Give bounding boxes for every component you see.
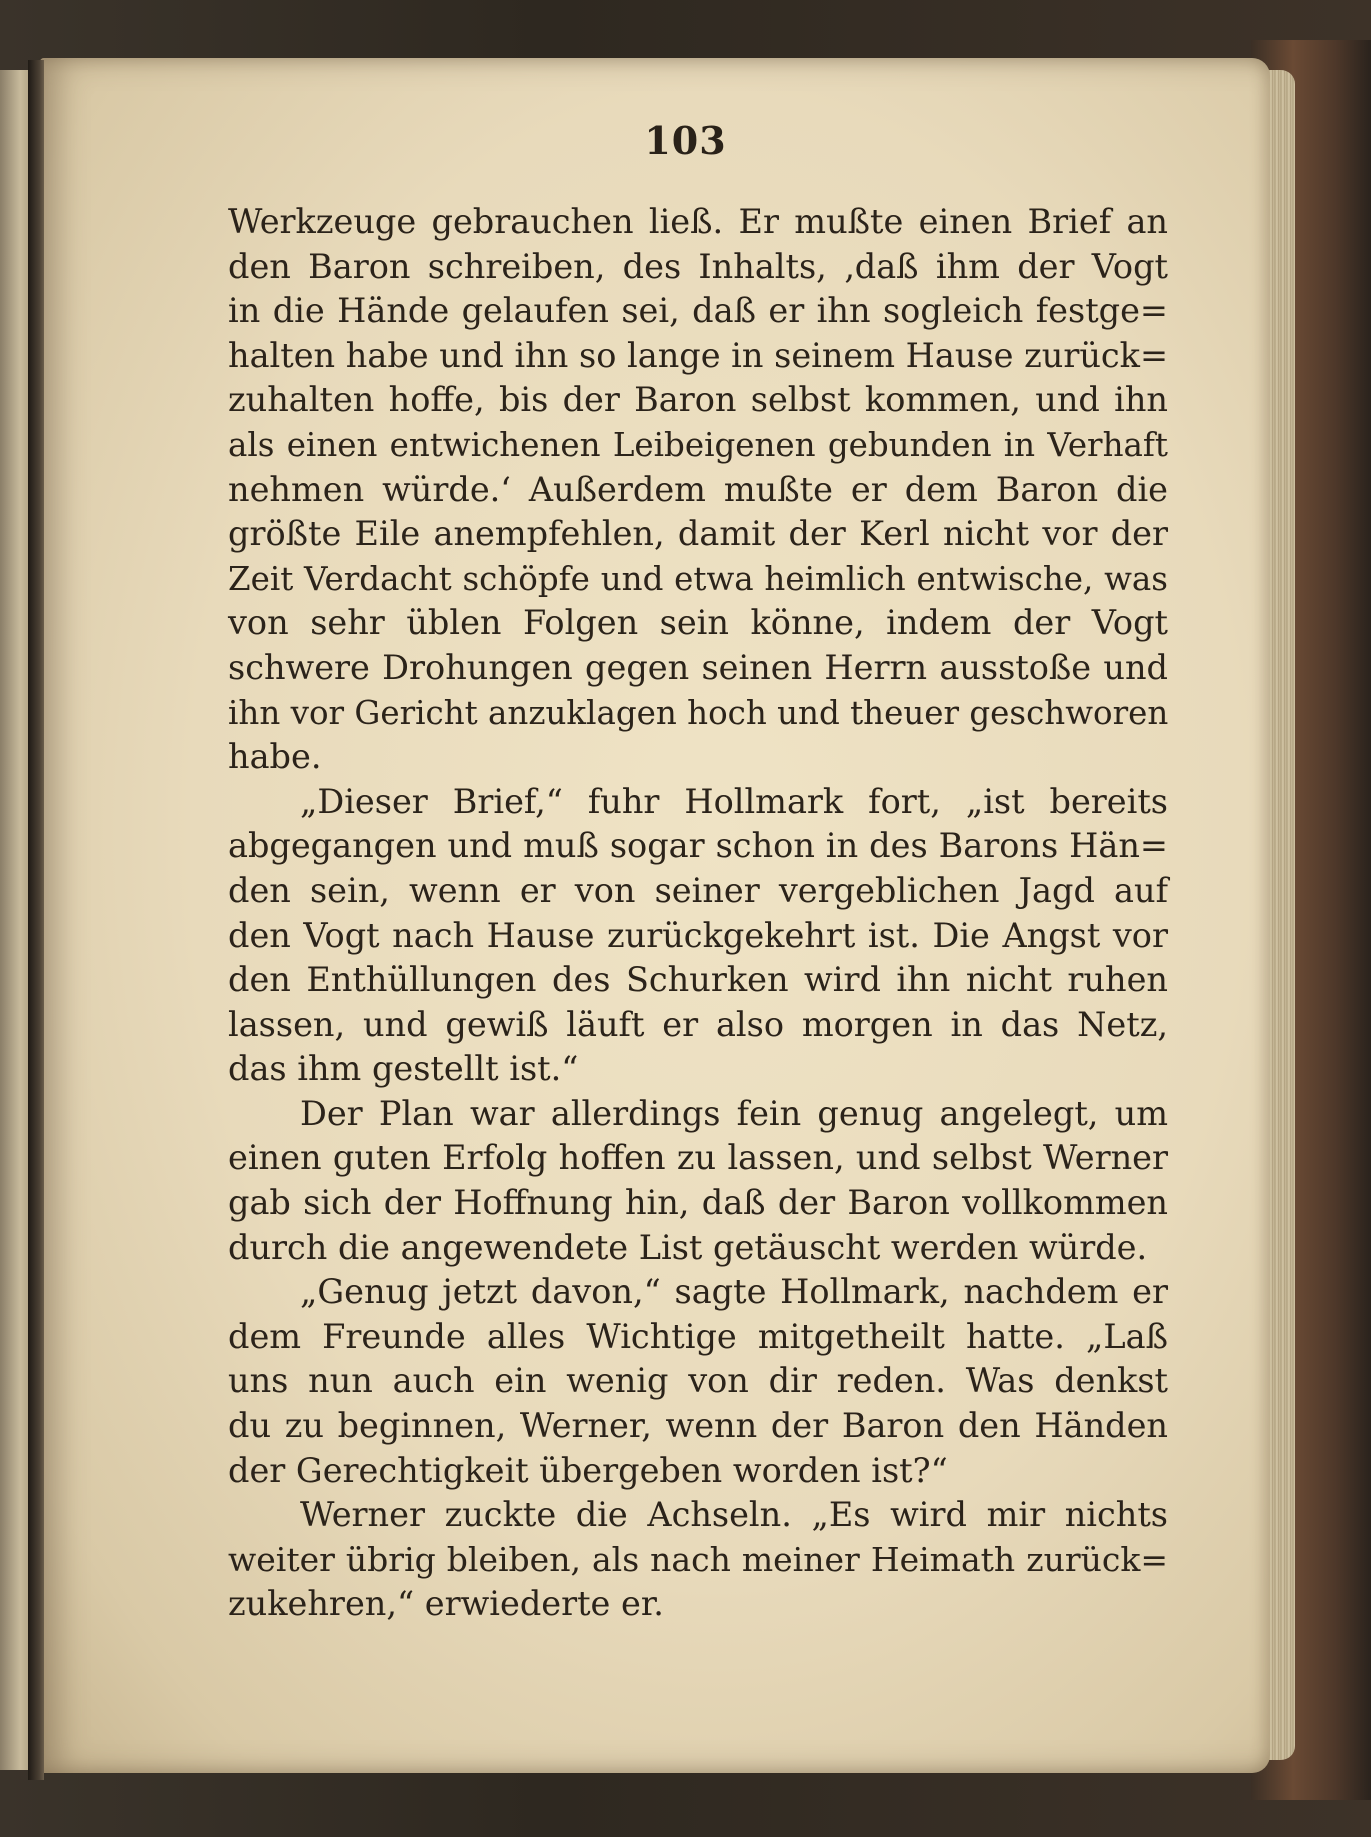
text-line: der Gerechtigkeit übergeben worden ist?“ — [228, 1450, 948, 1490]
text-line: du zu beginnen, Werner, wenn der Baron den Händen — [228, 1406, 1168, 1446]
text-line: uns nun auch ein wenig von dir reden. Was denkst — [228, 1361, 1168, 1401]
page-number: 103 — [644, 118, 727, 163]
text-line: weiter übrig bleiben, als nach meiner Heimath zurück= — [228, 1539, 1168, 1579]
text-line: lassen, und gewiß läuft er also morgen in das Netz, — [228, 1004, 1168, 1044]
book-gutter — [28, 60, 44, 1780]
text-line: den sein, wenn er von seiner vergeblichen Jagd auf — [228, 870, 1168, 910]
text-line: halten habe und ihn so lange in seinem Hause zurück= — [228, 335, 1169, 375]
text-line: Zeit Verdacht schöpfe und etwa heimlich entwische, was — [228, 559, 1168, 598]
text-line: schwere Drohungen gegen seinen Herrn ausstoße und — [228, 647, 1168, 687]
page-text — [228, 200, 1168, 1627]
text-line: Werkzeuge gebrauchen ließ. Er mußte einen Brief an — [228, 202, 1168, 241]
text-line: zukehren,“ erwiederte er. — [228, 1584, 664, 1624]
text-line: den Enthüllungen des Schurken wird ihn nicht ruhen — [228, 960, 1168, 1000]
text-line: nehmen würde.‘ Außerdem mußte er dem Baron die — [228, 469, 1168, 509]
text-line: einen guten Erfolg hoffen zu lassen, und selbst Werner — [228, 1138, 1168, 1178]
text-line: ihn vor Gericht anzuklagen hoch und theuer geschworen — [228, 693, 1169, 732]
text-line: abgegangen und muß sogar schon in des Barons Hän= — [228, 826, 1168, 866]
text-line: dem Freunde alles Wichtige mitgetheilt hatte. „Laß — [228, 1316, 1168, 1356]
text-line: gab sich der Hoffnung hin, daß der Baron vollkommen — [228, 1183, 1168, 1223]
text-line: in die Hände gelaufen sei, daß er ihn sogleich festge= — [228, 291, 1168, 331]
text-line: als einen entwichenen Leibeigenen gebunden in Verhaft — [228, 425, 1168, 464]
text-line: das ihm gestellt ist.“ — [228, 1049, 579, 1089]
text-line: von sehr üblen Folgen sein könne, indem der Vogt — [228, 603, 1168, 643]
text-line: größte Eile anempfehlen, damit der Kerl nicht vor der — [228, 514, 1168, 554]
text-line: habe. — [228, 737, 322, 777]
text-line: durch die angewendete List getäuscht werden würde. — [228, 1227, 1148, 1267]
text-line: zuhalten hoffe, bis der Baron selbst kommen, und ihn — [228, 380, 1168, 420]
text-line: „Genug jetzt davon,“ sagte Hollmark, nachdem er — [300, 1272, 1168, 1312]
text-line: Der Plan war allerdings fein genug angelegt, um — [300, 1093, 1168, 1133]
text-line: den Vogt nach Hause zurückgekehrt ist. Die Angst vor — [228, 915, 1168, 955]
text-line: den Baron schreiben, des Inhalts, ‚daß ihm der Vogt — [228, 246, 1168, 286]
text-line: Werner zuckte die Achseln. „Es wird mir nichts — [300, 1495, 1168, 1535]
text-line: „Dieser Brief,“ fuhr Hollmark fort, „ist bereits — [300, 781, 1168, 821]
